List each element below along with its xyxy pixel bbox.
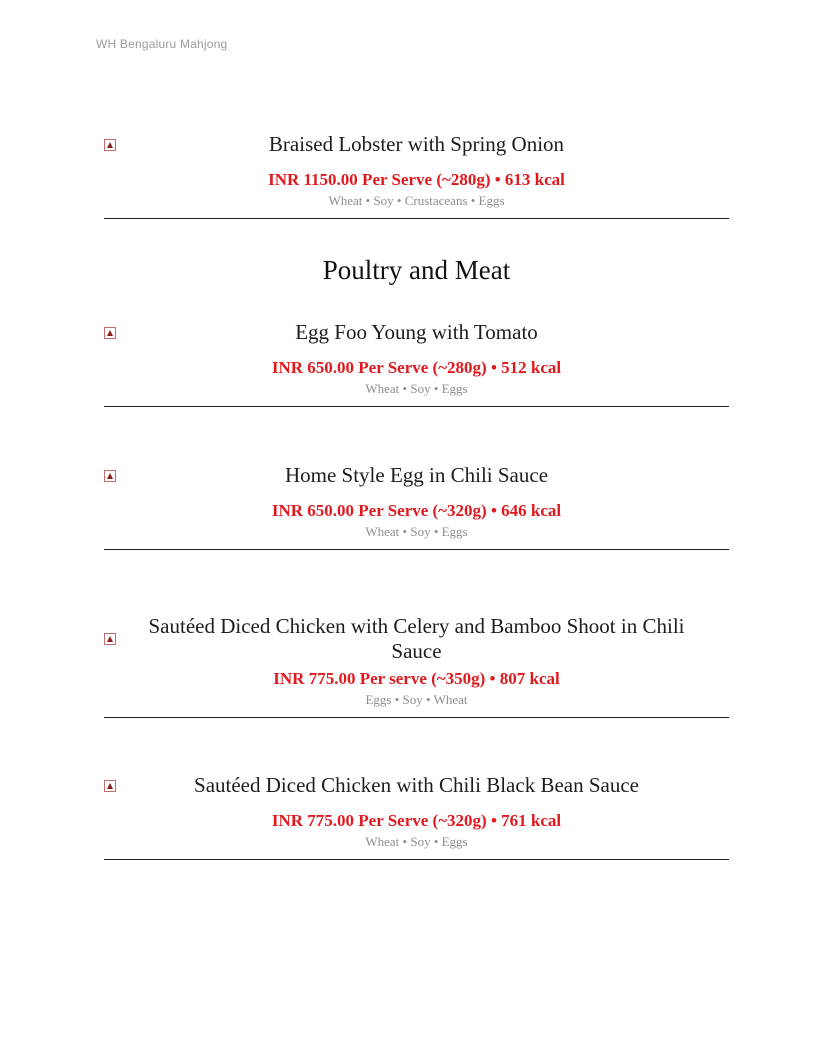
- non-veg-icon: [104, 327, 116, 339]
- menu-item-allergens: Wheat • Soy • Eggs: [365, 524, 468, 539]
- menu-item-title-row: [104, 463, 729, 488]
- menu-item-title-row: [104, 614, 729, 664]
- item-divider: [104, 549, 729, 550]
- menu-item-name: Sautéed Diced Chicken with Celery and Bamboo Shoot in Chili Sauce: [148, 614, 685, 663]
- item-divider: [104, 717, 729, 718]
- non-veg-icon: [104, 139, 116, 151]
- non-veg-icon: [104, 470, 116, 482]
- non-veg-triangle: [107, 783, 113, 789]
- menu-item-name: Sautéed Diced Chicken with Chili Black Bean Sauce: [194, 773, 639, 797]
- menu-item-allergens: Eggs • Soy • Wheat: [365, 692, 468, 707]
- menu-item: [104, 463, 729, 550]
- non-veg-triangle: [107, 330, 113, 336]
- menu-item-price: INR 775.00 Per Serve (~320g) • 761 kcal: [271, 811, 562, 830]
- item-divider: [104, 406, 729, 407]
- menu-item-price: INR 650.00 Per Serve (~320g) • 646 kcal: [271, 501, 562, 520]
- menu-item-price: INR 650.00 Per Serve (~280g) • 512 kcal: [271, 358, 562, 377]
- item-divider: [104, 218, 729, 219]
- document-header-title: WH Bengaluru Mahjong: [96, 37, 228, 51]
- non-veg-icon: [104, 780, 116, 792]
- non-veg-triangle: [107, 636, 113, 642]
- menu-item-allergens: Wheat • Soy • Crustaceans • Eggs: [328, 193, 505, 208]
- non-veg-triangle: [107, 142, 113, 148]
- menu-item-allergens: Wheat • Soy • Eggs: [365, 834, 468, 849]
- section-heading: Poultry and Meat: [322, 255, 511, 285]
- menu-item: [104, 773, 729, 860]
- menu-item-name: Home Style Egg in Chili Sauce: [284, 463, 549, 487]
- menu-item: [104, 320, 729, 407]
- menu-item: [104, 132, 729, 219]
- non-veg-triangle: [107, 473, 113, 479]
- menu-item-title-row: [104, 320, 729, 345]
- item-divider: [104, 859, 729, 860]
- menu-item-name: Braised Lobster with Spring Onion: [268, 132, 565, 156]
- menu-content: [104, 0, 729, 860]
- menu-item-price: INR 1150.00 Per Serve (~280g) • 613 kcal: [268, 170, 565, 189]
- menu-item-title-row: [104, 132, 729, 157]
- menu-item-name: Egg Foo Young with Tomato: [295, 320, 538, 344]
- menu-item-title-row: [104, 773, 729, 798]
- non-veg-icon: [104, 633, 116, 645]
- menu-item: [104, 614, 729, 718]
- menu-item-allergens: Wheat • Soy • Eggs: [365, 381, 468, 396]
- menu-item-price: INR 775.00 Per serve (~350g) • 807 kcal: [273, 669, 560, 688]
